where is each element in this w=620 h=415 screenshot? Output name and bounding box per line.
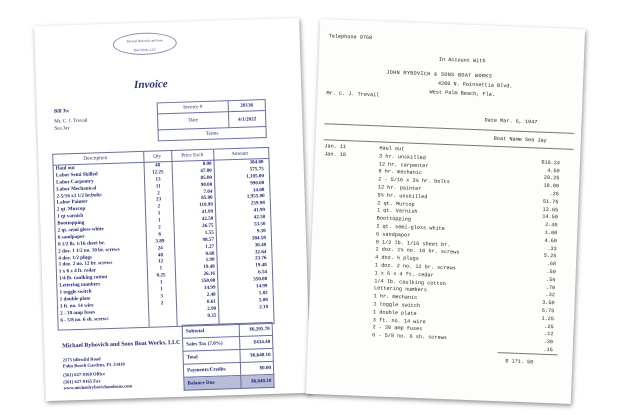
bill-to-label: Bill To: xyxy=(53,108,70,115)
statement-row-amount: .68 xyxy=(546,261,557,268)
statement-row-amount: 13.65 xyxy=(542,206,559,213)
statement-row-amount: 5.25 xyxy=(543,253,557,260)
totals-value: $6,640.10 xyxy=(250,351,271,359)
item-amount: 19.48 xyxy=(255,262,267,269)
statement-row-description: 3 ft. no. 14 wire xyxy=(372,316,426,325)
item-price: 0.35 xyxy=(207,312,217,319)
col-amount: Amount xyxy=(231,150,249,158)
item-amount: 2.10 xyxy=(259,303,269,311)
item-description: 4 doz. 1/2 plugs xyxy=(58,254,92,262)
statement-row-amount: .50 xyxy=(546,268,556,276)
statement-row-description: Haul out xyxy=(379,145,405,153)
item-qty: 3 xyxy=(160,293,164,300)
item-price: 7.04 xyxy=(203,188,213,195)
item-amount: 1,105.00 xyxy=(246,172,265,180)
item-price: 42.50 xyxy=(201,215,214,223)
item-description: 6 sandpaper xyxy=(57,233,85,241)
account-with: In Account With xyxy=(438,56,486,65)
company-address xyxy=(63,355,133,391)
totals-label: Total xyxy=(183,350,240,364)
item-price: 0.68 xyxy=(205,250,215,257)
statement-row-amount: 6.75 xyxy=(541,307,555,315)
statement-row-description: 8 1/2 lb. 1/16 sheet br. xyxy=(375,238,451,248)
item-description: 3 ft. no. 14 wire xyxy=(59,302,94,310)
invoice-date-label: Date xyxy=(158,112,229,129)
item-qty: 12 xyxy=(157,258,164,265)
item-qty: 2 xyxy=(160,300,164,307)
totals-label: Sales Tax (7.0%) xyxy=(183,337,240,351)
statement-row-description: 2 qt. Murcop xyxy=(377,199,415,208)
firm-city: West Palm Beach, Fla. xyxy=(429,89,496,98)
totals-label: Balance Due xyxy=(184,376,241,390)
item-amount: 1.83 xyxy=(258,289,268,297)
totals-value: $0.00 xyxy=(259,364,272,372)
totals-value: $434.40 xyxy=(253,338,271,346)
statement-row-description: 4 doz. ½ plugs xyxy=(375,254,419,263)
totals-row xyxy=(183,375,274,391)
item-qty: 48 xyxy=(157,251,164,259)
item-price: 1.27 xyxy=(205,243,215,250)
statement-row-description: 1 hr. mechanic xyxy=(373,293,418,302)
item-amount: 30.48 xyxy=(254,241,267,249)
totals-label: Payments/Credits xyxy=(184,363,241,377)
statement-row-amount: .56 xyxy=(545,276,556,284)
modern-invoice xyxy=(34,18,311,401)
item-qty: 2 xyxy=(157,189,160,197)
totals-box xyxy=(182,322,275,391)
statement-row-description: 12 hr. carpenter xyxy=(378,160,429,169)
statement-row-amount: .32 xyxy=(545,292,555,299)
bill-to-block xyxy=(54,118,88,132)
statement-total: $ 171. 50 xyxy=(505,358,534,366)
item-qty: 1 xyxy=(159,279,163,286)
invoice-number: 28136 xyxy=(240,102,254,109)
address-line: (561) 627-9168 Office xyxy=(63,371,106,378)
statement-row-description: 1 doz. 2 no. 12 br. screws xyxy=(374,262,456,272)
item-price: 85.00 xyxy=(201,195,213,202)
item-amount: 990.00 xyxy=(250,179,265,187)
line-items-table xyxy=(52,147,274,331)
item-description: Lettering numbers xyxy=(59,281,101,289)
totals-label: Subtotal xyxy=(183,324,240,338)
item-price: 14.99 xyxy=(203,284,216,292)
statement-row-amount: .12 xyxy=(543,331,554,338)
item-price: 8.00 xyxy=(202,160,212,168)
address-line: 2175 Idlewild Road xyxy=(62,356,101,363)
statement-row-amount: 1.00 xyxy=(544,229,558,237)
statement-row-date: Jan. 18 xyxy=(323,151,347,158)
col-description: Description xyxy=(83,155,108,162)
item-description: Boottopping xyxy=(57,219,85,227)
item-price: 98.57 xyxy=(202,236,215,243)
item-price: 19.48 xyxy=(203,264,215,271)
item-description: 2 doz. 1 1/2 no. 10 br. screws xyxy=(58,246,120,255)
statement-row-amount: 51.75 xyxy=(542,198,559,206)
item-amount: 5.80 xyxy=(258,296,268,304)
item-price: 85.00 xyxy=(200,174,213,181)
statement-row-amount: 14.50 xyxy=(542,214,558,221)
item-qty: 48 xyxy=(154,162,161,169)
statement-row-amount: 18.00 xyxy=(543,182,560,190)
item-qty: 1 xyxy=(157,217,161,224)
item-price: 2.90 xyxy=(207,305,217,312)
statement-row-description: 5½ hr. unskilled xyxy=(377,192,428,201)
invoice-date: 4/1/2022 xyxy=(238,115,257,123)
statement-row-description: 1 double plate xyxy=(372,309,417,317)
item-qty: 2 xyxy=(157,203,161,210)
statement-row-description: 2 doz. 1½ no. 10 br. screws xyxy=(375,246,460,256)
item-qty: 13 xyxy=(155,176,161,183)
item-amount: 6.54 xyxy=(258,269,268,276)
statement-row-description: 2 - 30 amp fuses xyxy=(372,324,423,333)
item-description: Labor Carpentry xyxy=(55,178,94,186)
item-description: 2-5/16 x3 1/2 hr.bolts xyxy=(56,191,102,200)
statement-row-description: 1 x 6 x 4 ft. cedar xyxy=(374,270,434,279)
item-qty: 6 xyxy=(158,231,162,238)
statement-row-description: 1/4 lb. caulking cotton xyxy=(374,277,446,287)
statement-row-amount xyxy=(520,151,560,153)
item-description: 2 qt.-semi gloss white xyxy=(57,226,104,234)
item-description: 1/4 lb. caulking cotton xyxy=(59,274,108,282)
logo-text-line-1: Michael Rybovich and Sons xyxy=(126,38,163,44)
item-description: 1 x 6 x 4 ft. cedar xyxy=(58,267,97,275)
statement-date: Date Mar. 6, 1947 xyxy=(484,117,538,126)
item-qty: 0.25 xyxy=(156,272,166,279)
item-description: Labor Semi Skilled xyxy=(55,171,98,179)
statement-row-amount: .33 xyxy=(547,245,557,252)
statement-row-amount: $10.24 xyxy=(541,159,561,167)
col-price-each: Price Each xyxy=(181,152,204,159)
item-qty: 24 xyxy=(157,245,163,252)
item-qty: 3.89 xyxy=(155,238,165,245)
item-price: 0.61 xyxy=(206,298,217,305)
statement-row-description: Boottopping xyxy=(376,215,412,223)
statement-row-amount: .26 xyxy=(549,190,559,198)
item-description: 8 1/2 lb. 1/16 sheet br. xyxy=(57,239,106,248)
statement-row-amount: .25 xyxy=(544,323,554,330)
address-line: (561) 627-9165 Fax xyxy=(63,377,101,385)
logo-text-line-2: Boat Works, LLC xyxy=(133,47,157,53)
statement-row-description: 8 hr. mechanic xyxy=(378,168,423,177)
item-price: 350.00 xyxy=(201,277,216,285)
item-qty: 1 xyxy=(160,286,163,293)
item-description: 1 qt varnish xyxy=(57,213,84,220)
item-amount: 384.58 xyxy=(251,234,267,242)
statement-row-description: 1 toggle switch xyxy=(373,301,421,310)
statement-row-description: 2 - 5/16 x 3½ hr. bolts xyxy=(378,176,450,186)
company-name: Michael Rybovich and Sons Boat Works, LLC xyxy=(62,339,181,350)
item-price: 41.99 xyxy=(201,208,214,216)
item-description: 1 toggle switch xyxy=(59,288,92,296)
line-items xyxy=(54,159,274,324)
item-price: 1.98 xyxy=(205,257,215,264)
item-amount: 14.08 xyxy=(252,186,265,194)
item-amount: 575.75 xyxy=(249,166,264,173)
statement-row-description: Lettering numbers xyxy=(373,285,427,294)
statement-row-description: 3 hr. unskilled xyxy=(378,153,426,161)
statement-row-description: 1 qt. Varnish xyxy=(376,207,418,216)
address-line: Palm Beach Gardens, FL 33410 xyxy=(62,361,125,369)
firm-name: JOHN RYBOVICH & SONS BOAT WORKS xyxy=(386,69,493,80)
item-amount: 350.00 xyxy=(253,276,268,283)
item-amount: 9.30 xyxy=(256,227,266,235)
statement-row-date: Jan. 11 xyxy=(324,143,347,151)
item-description: 1 doz. 2 no. 12 br. screws xyxy=(58,260,113,269)
item-amount: 42.50 xyxy=(253,214,266,221)
statement-row-amount: 4.50 xyxy=(547,167,560,174)
customer-name: Mr. C. J. Trevail xyxy=(54,117,88,125)
telephone: Telephone 9768 xyxy=(328,33,373,42)
item-description: 2 qt. Murcop xyxy=(56,206,86,213)
item-amount: 384.00 xyxy=(249,159,264,166)
item-qty: 12.25 xyxy=(151,169,164,176)
company-logo xyxy=(112,32,177,56)
invoice-number-label: Invoice # xyxy=(158,101,229,113)
item-amount: 1,955.00 xyxy=(246,193,265,201)
statement-row-description: 6 sandpaper xyxy=(375,231,411,239)
statement-row-amount: 3.50 xyxy=(541,299,555,307)
totals-value: $6,205.70 xyxy=(249,326,270,333)
customer-vessel: Sea Jay xyxy=(54,124,70,132)
terms-row xyxy=(159,127,266,140)
item-price: 26.75 xyxy=(201,222,214,230)
statement-row-amount: 4.60 xyxy=(544,237,558,245)
item-description: Labor Painter xyxy=(56,199,88,207)
item-price: 2.48 xyxy=(206,291,216,298)
statement-row-amount: .15 xyxy=(543,346,553,354)
statement-row-description: 12 hr. painter xyxy=(377,184,422,193)
item-qty xyxy=(150,314,174,315)
address-line: www.michaelrybovichandsons.com xyxy=(63,383,133,391)
item-price: 47.00 xyxy=(200,167,212,174)
invoice-meta-box xyxy=(157,99,267,141)
firm-street: 4200 N. Poinsettia Blvd. xyxy=(437,80,513,90)
item-amount: 41.99 xyxy=(253,207,266,214)
item-description: Labor Mechanical xyxy=(56,185,97,193)
item-amount: 14.99 xyxy=(255,283,268,290)
item-amount: 239.98 xyxy=(250,200,265,207)
terms-label: Terms xyxy=(205,130,219,137)
item-description: 6 - 5/8 no. 6 sh. screws xyxy=(60,315,109,324)
item-amount: 23.76 xyxy=(255,255,267,262)
statement-row-amount: 1.25 xyxy=(541,315,555,323)
item-amount: 32.64 xyxy=(254,248,267,256)
item-qty: 1 xyxy=(157,210,161,217)
item-qty: 1 xyxy=(159,265,163,272)
item-price: 26.16 xyxy=(203,270,216,278)
statement-row-amount: .70 xyxy=(545,284,556,291)
item-amount: 53.50 xyxy=(253,221,266,228)
item-description: 1 double plate xyxy=(59,295,91,303)
item-price: 119.99 xyxy=(199,202,213,209)
statement-row-amount: 2.40 xyxy=(544,222,558,229)
item-qty: 11 xyxy=(155,183,161,190)
item-amount xyxy=(223,311,268,312)
item-description: Haul out xyxy=(55,165,75,172)
statement-customer: Mr. C. J. Trevail xyxy=(326,90,380,99)
item-qty: 2 xyxy=(158,224,161,231)
item-qty xyxy=(150,307,174,308)
statement-1947 xyxy=(306,19,585,404)
item-price: 90.00 xyxy=(200,181,213,188)
invoice-title: Invoice xyxy=(133,78,168,92)
statement-row-amount: 29.25 xyxy=(543,175,560,182)
item-qty: 23 xyxy=(156,196,162,203)
statement-row-description: 2 qt. semi-gloss white xyxy=(376,223,445,232)
item-description: 2 - 30 amp fuses xyxy=(60,309,96,317)
item-price: 1.55 xyxy=(204,229,214,236)
statement-row-description: 6 - 5/8 no. 6 sh. screws xyxy=(372,332,447,342)
boat-name: Boat Name Sea Jay xyxy=(493,135,547,144)
col-qty: Qty xyxy=(153,153,162,160)
statement-row-amount: .30 xyxy=(543,339,554,346)
totals-value: $6,640.10 xyxy=(250,377,272,385)
